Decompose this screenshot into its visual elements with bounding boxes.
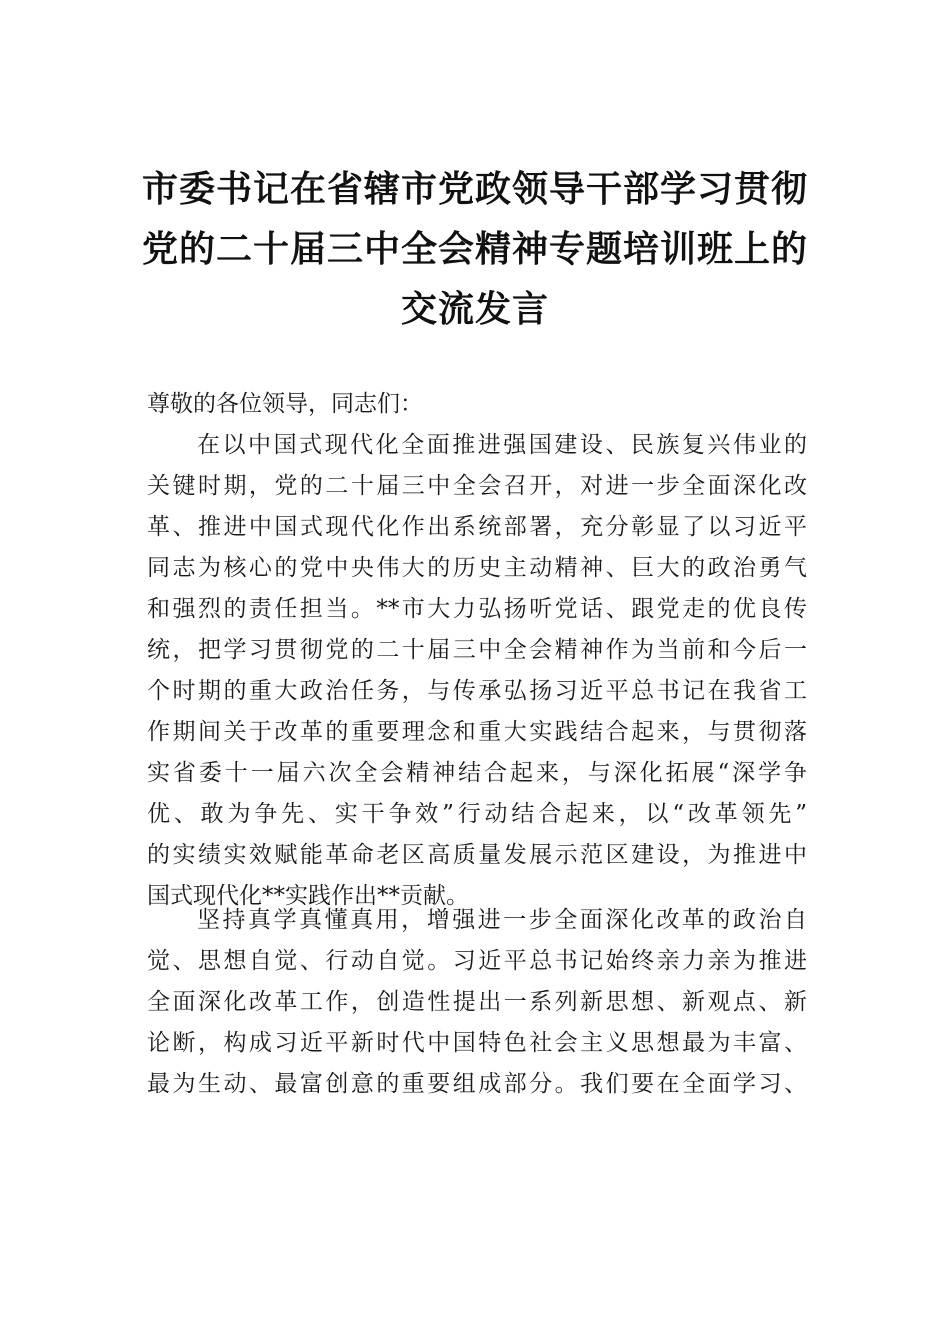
- paragraph-line: 统，把学习贯彻党的二十届三中全会精神作为当前和今后一: [147, 637, 807, 663]
- title-line: 党的二十届三中全会精神专题培训班上的: [141, 229, 808, 270]
- paragraph-line: 实省委十一届六次全会精神结合起来，与深化拓展“深学争: [147, 760, 807, 786]
- paragraph-line: 国式现代化**实践作出**贡献。: [147, 883, 469, 909]
- paragraph-line: 全面深化改革工作，创造性提出一系列新思想、新观点、新: [147, 989, 807, 1015]
- paragraph-line: 最为生动、最富创意的重要组成部分。我们要在全面学习、: [147, 1071, 807, 1097]
- paragraph-line: 和强烈的责任担当。**市大力弘扬听党话、跟党走的优良传: [147, 596, 807, 622]
- document-title: [140, 160, 810, 340]
- paragraph-line: 觉、思想自觉、行动自觉。习近平总书记始终亲力亲为推进: [147, 948, 807, 974]
- paragraph-1: [147, 425, 807, 917]
- paragraph-line: 作期间关于改革的重要理念和重大实践结合起来，与贯彻落: [147, 719, 807, 745]
- salutation: [147, 384, 807, 425]
- paragraph-line: 个时期的重大政治任务，与传承弘扬习近平总书记在我省工: [147, 678, 807, 704]
- salutation-text: 尊敬的各位领导，同志们：: [147, 391, 423, 417]
- paragraph-2: [147, 900, 807, 1105]
- paragraph-line: 在以中国式现代化全面推进强国建设、民族复兴伟业的: [197, 432, 807, 458]
- paragraph-line: 论断，构成习近平新时代中国特色社会主义思想最为丰富、: [147, 1030, 807, 1056]
- title-line: 交流发言: [400, 289, 549, 330]
- paragraph-line: 优、敢为争先、实干争效”行动结合起来，以“改革领先”: [147, 801, 807, 827]
- paragraph-line: 关键时期，党的二十届三中全会召开，对进一步全面深化改: [147, 473, 807, 499]
- paragraph-line: 革、推进中国式现代化作出系统部署，充分彰显了以习近平: [147, 514, 807, 540]
- paragraph-line: 同志为核心的党中央伟大的历史主动精神、巨大的政治勇气: [147, 555, 807, 581]
- paragraph-line: 的实绩实效赋能革命老区高质量发展示范区建设，为推进中: [147, 842, 807, 868]
- paragraph-line: 坚持真学真懂真用，增强进一步全面深化改革的政治自: [197, 907, 807, 933]
- title-line: 市委书记在省辖市党政领导干部学习贯彻: [141, 169, 808, 210]
